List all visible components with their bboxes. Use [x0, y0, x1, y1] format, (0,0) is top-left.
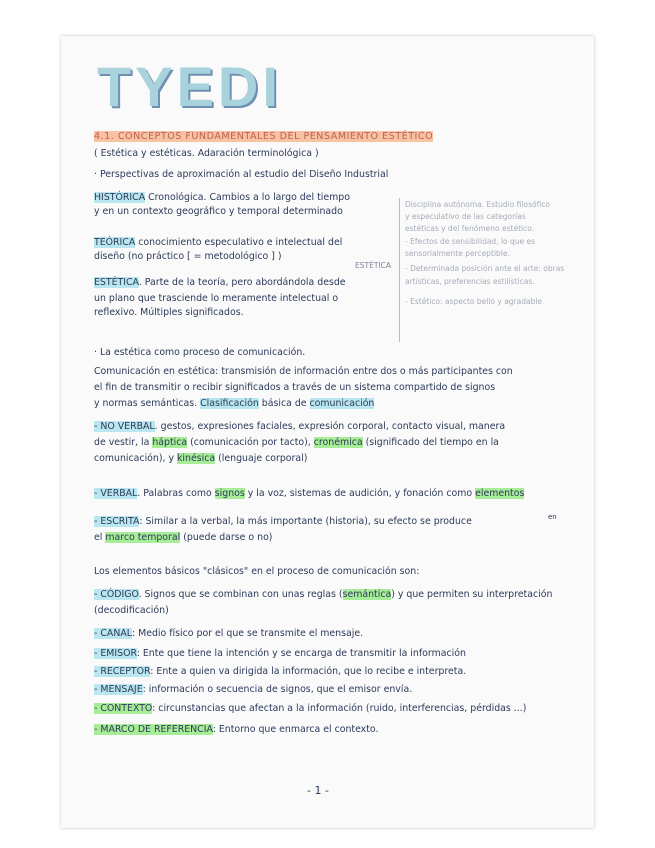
marco-referencia-line	[94, 724, 378, 736]
side-note: artísticas, preferencias estilísticas.	[405, 277, 535, 286]
escrita-line	[94, 516, 472, 528]
teorica-label: TEÓRICA	[94, 237, 136, 248]
mensaje-line	[94, 684, 412, 696]
clasificacion-highlight: Clasificación	[200, 398, 259, 409]
side-note: - Estético: aspecto bello y agradable	[405, 297, 543, 306]
elementos-highlight: elementos	[475, 488, 525, 499]
text: de vestir, la	[94, 437, 153, 448]
cronemica-highlight: cronémica	[313, 437, 363, 448]
contexto-label: - CONTEXTO	[94, 703, 153, 714]
text-line: ( Estética y estéticas. Adaración terminológica )	[94, 148, 319, 159]
text-line: · La estética como proceso de comunicación.	[94, 347, 306, 358]
canal-label: - CANAL	[94, 628, 132, 639]
receptor-label: - RECEPTOR	[94, 666, 151, 677]
side-note: Disciplina autónoma. Estudio filosófico	[405, 200, 551, 209]
no-verbal-line-3	[94, 453, 307, 465]
text-line: Comunicación en estética: transmisión de información entre dos o más participantes con	[94, 366, 513, 377]
side-note: - Efectos de sensibilidad, lo que es	[405, 237, 536, 246]
teorica-line	[94, 237, 342, 249]
estetica-tag: ESTÉTICA	[355, 261, 391, 270]
text-line: · Perspectivas de aproximación al estudio del Diseño Industrial	[94, 169, 389, 180]
semantica-highlight: semántica	[342, 589, 392, 600]
text: : información o secuencia de signos, que el emisor envía.	[142, 684, 413, 695]
text: : Medio físico por el que se transmite el mensaje.	[131, 628, 364, 639]
text: conocimiento especulativo e intelectual del	[135, 237, 343, 248]
clasificacion-line	[94, 398, 374, 410]
text: (significado del tiempo en la	[362, 437, 499, 448]
signos-highlight: signos	[214, 488, 245, 499]
section-title: 4.1. CONCEPTOS FUNDAMENTALES DEL PENSAMIENTO ESTÉTICO	[94, 131, 434, 142]
escrita-label: - ESCRITA	[94, 516, 140, 527]
no-verbal-label: - NO VERBAL	[94, 421, 155, 432]
historica-line	[94, 192, 350, 204]
escrita-line-2	[94, 532, 272, 544]
text-line: diseño (no práctico [ = metodológico ] )	[94, 251, 282, 262]
no-verbal-line	[94, 421, 505, 433]
text: : circunstancias que afectan a la información (ruido, interferencias, pérdidas ...)	[152, 703, 527, 714]
comunicacion-highlight: comunicación	[309, 398, 375, 409]
no-verbal-line-2	[94, 437, 499, 449]
verbal-label: - VERBAL	[94, 488, 138, 499]
marco-referencia-label: - MARCO DE REFERENCIA	[94, 724, 213, 735]
historica-label: HISTÓRICA	[94, 192, 146, 203]
page-number: - 1 -	[307, 784, 329, 797]
contexto-line	[94, 703, 526, 715]
text: (lenguaje corporal)	[215, 453, 308, 464]
text-line: un plano que trasciende lo meramente intelectual o	[94, 293, 339, 304]
text: . Signos que se combinan con unas reglas (	[138, 589, 343, 600]
emisor-label: - EMISOR	[94, 648, 137, 659]
text: y normas semánticas.	[94, 398, 201, 409]
text: : Ente a quien va dirigida la información, que lo recibe e interpreta.	[150, 666, 467, 677]
text: : Similar a la verbal, la más importante (historia), su efecto se produce	[139, 516, 472, 527]
text: (puede darse o no)	[180, 532, 273, 543]
side-note: estéticas y del fenómeno estético.	[405, 224, 535, 233]
text: y la voz, sistemas de audición, y fonación como	[244, 488, 476, 499]
text: . gestos, expresiones faciales, expresión corporal, contacto visual, manera	[154, 421, 506, 432]
text: el	[94, 532, 106, 543]
page-title: TYEDI	[97, 55, 282, 118]
text-line: Los elementos básicos "clásicos" en el proceso de comunicación son:	[94, 566, 420, 577]
haptica-highlight: háptica	[152, 437, 188, 448]
receptor-line	[94, 666, 466, 678]
estetica-line	[94, 277, 346, 289]
en-note: en	[548, 513, 557, 521]
side-note: sensorialmente perceptible.	[405, 249, 510, 258]
emisor-line	[94, 648, 466, 660]
text: : Entorno que enmarca el contexto.	[212, 724, 379, 735]
mensaje-label: - MENSAJE	[94, 684, 143, 695]
kinesica-highlight: kinésica	[177, 453, 216, 464]
text: básica de	[258, 398, 310, 409]
text-line: y en un contexto geográfico y temporal determinado	[94, 206, 343, 217]
text: (comunicación por tacto),	[187, 437, 314, 448]
text: . Parte de la teoría, pero abordándola desde	[138, 277, 346, 288]
text: Cronológica. Cambios a lo largo del tiempo	[145, 192, 350, 203]
section-title-line	[94, 131, 433, 143]
text: comunicación), y	[94, 453, 177, 464]
side-note: y especulativo de las categorías	[405, 212, 526, 221]
text: : Ente que tiene la intención y se encarga de transmitir la información	[136, 648, 466, 659]
verbal-line	[94, 488, 524, 500]
text-line: el fin de transmitir o recibir significados a través de un sistema compartido de signos	[94, 382, 496, 393]
notebook-page	[61, 36, 594, 828]
marco-temporal-highlight: marco temporal	[105, 532, 181, 543]
estetica-label: ESTÉTICA	[94, 277, 139, 288]
text: ) y que permiten su interpretación	[391, 589, 553, 600]
text-line: (decodificación)	[94, 605, 169, 616]
text-line: reflexivo. Múltiples significados.	[94, 307, 244, 318]
codigo-line	[94, 589, 552, 601]
canal-line	[94, 628, 363, 640]
codigo-label: - CÓDIGO	[94, 589, 139, 600]
side-note: - Determinada posición ante el arte: obras	[405, 264, 565, 273]
text: . Palabras como	[137, 488, 215, 499]
